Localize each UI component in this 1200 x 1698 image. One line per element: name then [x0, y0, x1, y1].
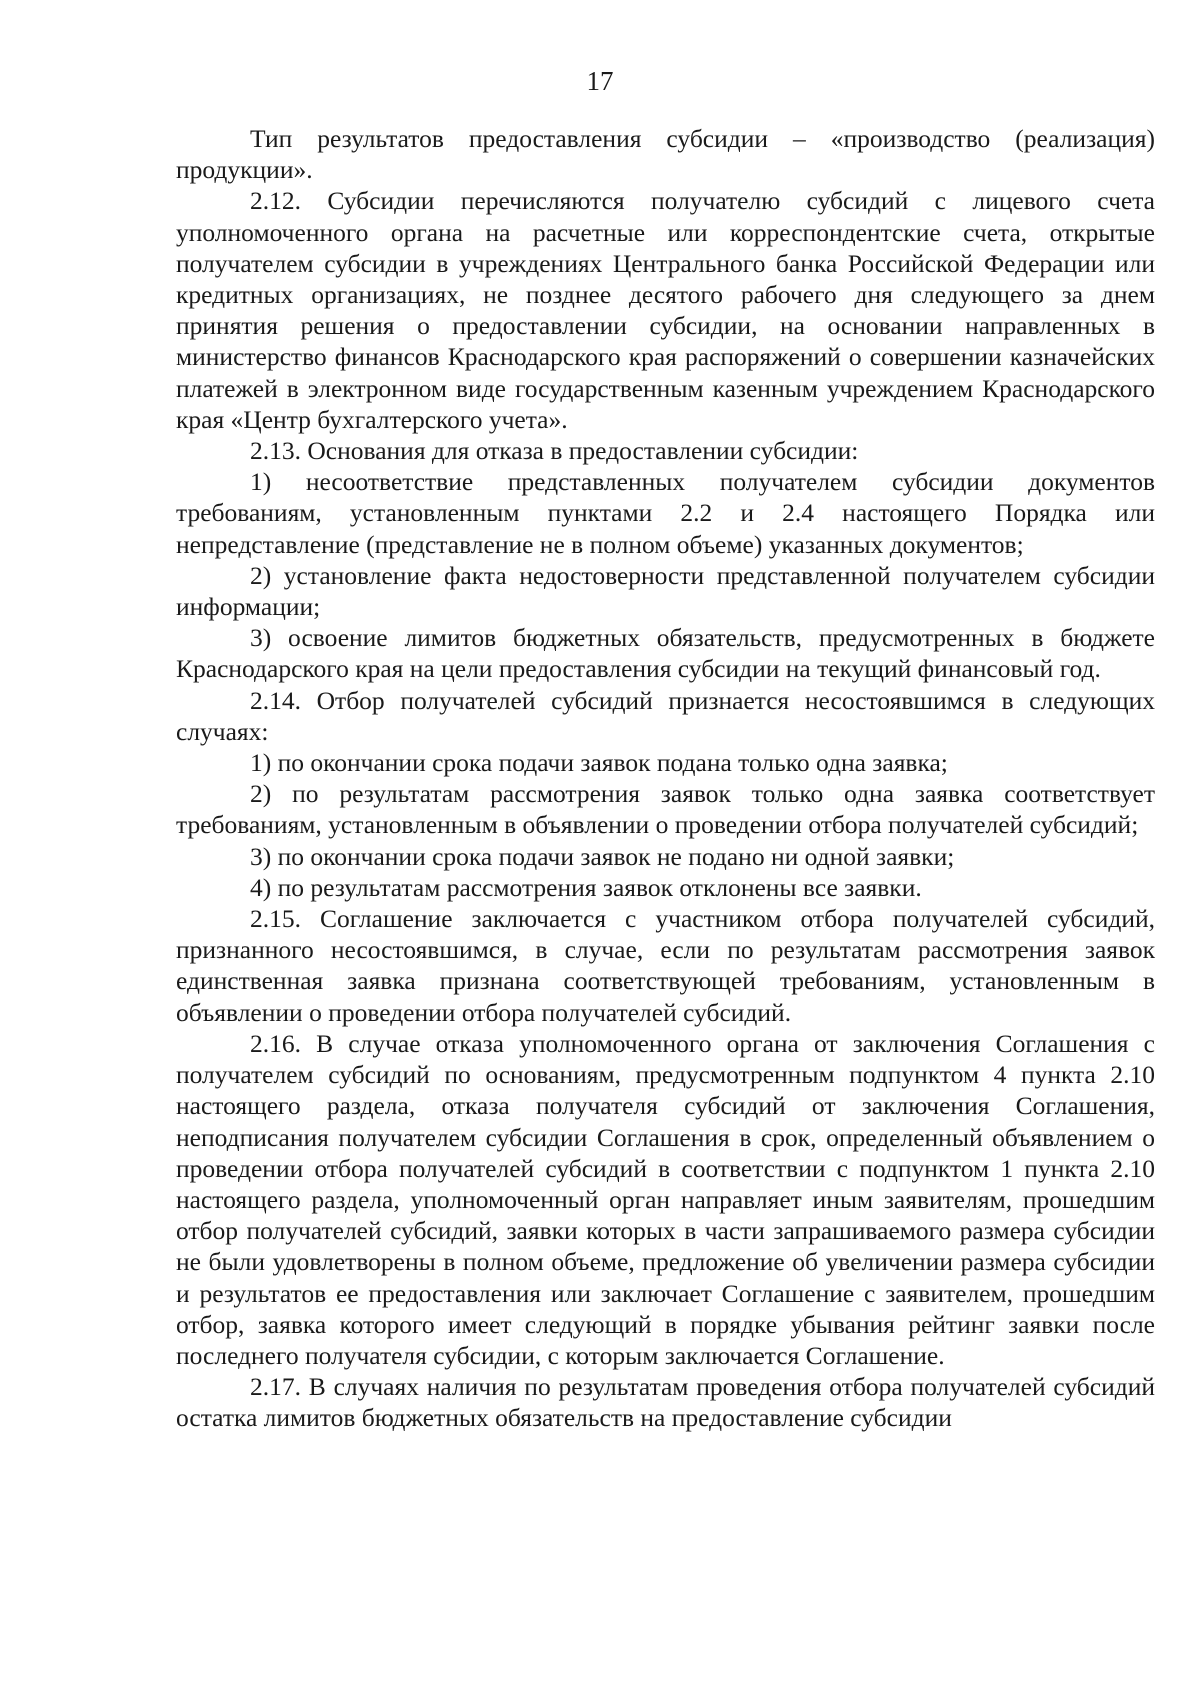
paragraph-2-13: 2.13. Основания для отказа в предоставлении субсидии: [250, 436, 859, 466]
page-number: 17 [586, 66, 614, 96]
paragraph-2-14: 2.14. Отбор получателей субсидий признается несостоявшимся в следующих случаях: [176, 685, 1155, 746]
paragraph-2-17: 2.17. В случаях наличия по результатам проведения отбора получателей субсидий остатка лимитов бюджетных обязательств на предоставление субсидии [176, 1372, 1155, 1433]
list-item-2-14-1: 1) по окончании срока подачи заявок подана только одна заявка; [250, 748, 948, 778]
list-item-2-14-2: 2) по результатам рассмотрения заявок только одна заявка соответствует требованиям, установленным в объявлении о проведении отбора получателей субсидий; [176, 779, 1155, 840]
list-item-2-13-2: 2) установление факта недостоверности представленной получателем субсидии информации; [176, 560, 1155, 622]
list-item-2-14-3: 3) по окончании срока подачи заявок не подано ни одной заявки; [250, 841, 955, 871]
paragraph-2-12: 2.12. Субсидии перечисляются получателю субсидий с лицевого счета уполномоченного органа на расчетные или корреспондентские счета, открытые получателем субсидии в учреждениях Центрального банка Российской Федерации или кредитных организациях, не позднее десятого рабочего дня следующего за днем принятия решения о предоставлении субсидии, на основании направленных в министерство финансов Краснодарского края распоряжений о совершении казначейских платежей в электронном виде государственным казенным учреждением Краснодарского края «Центр бухгалтерского учета». [176, 186, 1155, 434]
paragraph-result-type: Тип результатов предоставления субсидии – «производство (реализация) продукции». [176, 124, 1155, 185]
list-item-2-13-3: 3) освоение лимитов бюджетных обязательств, предусмотренных в бюджете Краснодарского края на цели предоставления субсидии на текущий финансовый год. [176, 623, 1155, 684]
paragraph-2-16: 2.16. В случае отказа уполномоченного органа от заключения Соглашения с получателем субсидий по основаниям, предусмотренным подпунктом 4 пункта 2.10 настоящего раздела, отказа получателя субсидий от заключения Соглашения, неподписания получателем субсидии Соглашения в срок, определенный объявлением о проведении отбора получателей субсидий в соответствии с подпунктом 1 пункта 2.10 настоящего раздела, уполномоченный орган направляет иным заявителям, прошедшим отбор получателей субсидий, заявки которых в части запрашиваемого размера субсидии не были удовлетворены в полном объеме, предложение об увеличении размера субсидии и результатов ее предоставления или заключает Соглашение с заявителем, прошедшим отбор, заявка которого имеет следующий в порядке убывания рейтинг заявки после последнего получателя субсидии, с которым заключается Соглашение. [176, 1028, 1155, 1370]
list-item-2-13-1: 1) несоответствие представленных получателем субсидии документов требованиям, установленным пунктами 2.2 и 2.4 настоящего Порядка или непредставление (представление не в полном объеме) указанных документов; [176, 467, 1155, 559]
list-item-2-14-4: 4) по результатам рассмотрения заявок отклонены все заявки. [250, 872, 922, 902]
document-body [176, 123, 1155, 1434]
paragraph-2-15: 2.15. Соглашение заключается с участником отбора получателей субсидий, признанного несостоявшимся, в случае, если по результатам рассмотрения заявок единственная заявка признана соответствующей требованиям, установленным в объявлении о проведении отбора получателей субсидий. [176, 904, 1155, 1027]
